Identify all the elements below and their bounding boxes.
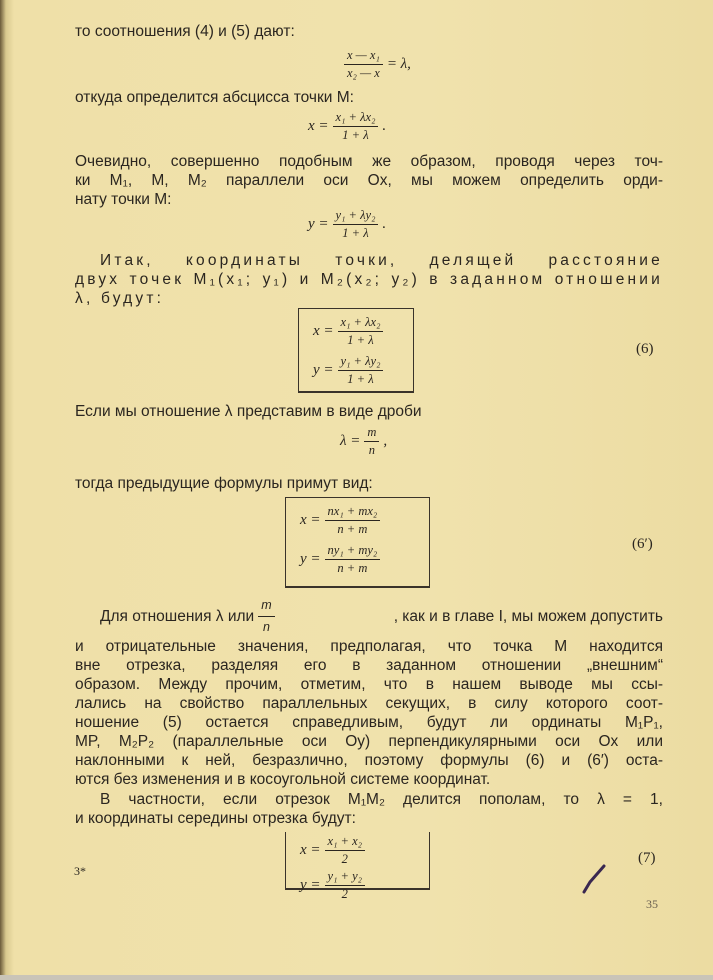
formula-box-6-prime bbox=[285, 497, 430, 588]
text-line: тогда предыдущие формулы примут вид: bbox=[75, 475, 373, 492]
text-line: MP, M₂P₂ (параллельные оси Oy) перпендикулярными оси Ox или bbox=[75, 733, 663, 750]
formula-lhs: x = bbox=[300, 512, 321, 528]
text-line: наклонными к ней, безразлично, поэтому формулы (6) и (6′) оста- bbox=[75, 752, 663, 769]
numerator: m bbox=[258, 596, 274, 617]
formula-box-6 bbox=[298, 308, 414, 393]
numerator: y₁ + λy₂ bbox=[333, 208, 379, 225]
text-line: Если мы отношение λ представим в виде дроби bbox=[75, 403, 422, 420]
formula-end: , bbox=[383, 433, 388, 449]
text-line bbox=[100, 596, 663, 637]
formula-lhs: y = bbox=[308, 216, 329, 232]
numerator: m bbox=[364, 425, 379, 442]
denominator: 1 + λ bbox=[342, 128, 369, 142]
text-line: откуда определится абсцисса точки M: bbox=[75, 89, 354, 106]
text-line: и отрицательные значения, предполагая, что точка M находится bbox=[75, 638, 663, 655]
numerator: ny₁ + my₂ bbox=[325, 543, 381, 560]
denominator: 2 bbox=[341, 887, 348, 901]
text-line: образом. Между прочим, отметим, что в нашем выводе мы ссы- bbox=[75, 676, 663, 693]
text-segment: Для отношения λ или bbox=[100, 608, 255, 625]
numerator: x₁ + λx₂ bbox=[338, 315, 384, 332]
formula-end: . bbox=[382, 118, 387, 134]
formula-rhs: = λ, bbox=[386, 56, 411, 72]
numerator: x₁ + x₂ bbox=[325, 834, 365, 851]
page-number: 35 bbox=[646, 897, 658, 911]
text-line: лались на свойство параллельных секущих, в силу которого соот- bbox=[75, 695, 663, 712]
formula-y bbox=[300, 543, 429, 576]
text-line: ношение (5) остается справедливым, будут ли ординаты M₁P₁, bbox=[75, 714, 663, 731]
denominator: n bbox=[262, 620, 270, 634]
formula-lhs: x = bbox=[308, 118, 329, 134]
formula-lhs: y = bbox=[300, 551, 321, 567]
text-line: Итак, координаты точки, делящей расстояние bbox=[100, 252, 663, 269]
ink-tick-mark bbox=[580, 862, 608, 896]
formula-lhs: x = bbox=[313, 323, 334, 339]
numerator: nx₁ + mx₂ bbox=[325, 504, 381, 521]
denominator: n + m bbox=[337, 522, 368, 536]
formula-lhs: λ = bbox=[340, 433, 361, 449]
formula-box-7 bbox=[285, 832, 430, 901]
formula-end: . bbox=[382, 216, 387, 232]
text-line: ются без изменения и в косоугольной системе координат. bbox=[75, 771, 491, 788]
formula-y bbox=[313, 354, 413, 387]
formula-x bbox=[300, 834, 429, 867]
formula-y bbox=[300, 869, 429, 902]
formula-x bbox=[308, 110, 386, 143]
text-line: вне отрезка, разделяя его в заданном отношении „внешним“ bbox=[75, 657, 663, 674]
equation-number: (7) bbox=[638, 850, 656, 866]
text-line: нату точки M: bbox=[75, 191, 172, 208]
text-line: λ, будут: bbox=[75, 290, 165, 307]
formula-lhs: y = bbox=[313, 362, 334, 378]
text-line: то соотношения (4) и (5) дают: bbox=[75, 23, 295, 40]
text-line: В частности, если отрезок M₁M₂ делится пополам, то λ = 1, bbox=[100, 791, 663, 808]
text-line: ки M₁, M, M₂ параллели оси Ox, мы можем определить орди- bbox=[75, 172, 663, 189]
formula-x bbox=[300, 504, 429, 537]
numerator: x₁ + λx₂ bbox=[333, 110, 379, 127]
numerator: y₁ + λy₂ bbox=[338, 354, 384, 371]
formula-x bbox=[313, 315, 413, 348]
denominator: 2 bbox=[341, 852, 348, 866]
text-line: и координаты середины отрезка будут: bbox=[75, 810, 356, 827]
text-line: Очевидно, совершенно подобным же образом, проводя через точ- bbox=[75, 153, 663, 170]
formula-lambda bbox=[340, 425, 387, 458]
text-line: двух точек M₁(x₁; y₁) и M₂(x₂; y₂) в заданном отношении bbox=[75, 271, 663, 288]
denominator: n bbox=[368, 443, 376, 457]
formula-ratio bbox=[340, 48, 411, 81]
equation-number: (6) bbox=[636, 341, 654, 357]
denominator: n + m bbox=[337, 561, 368, 575]
denominator: 1 + λ bbox=[347, 333, 374, 347]
denominator: 1 + λ bbox=[347, 372, 374, 386]
signature-mark: 3* bbox=[74, 864, 86, 878]
formula-y bbox=[308, 208, 386, 241]
text-segment: , как и в главе I, мы можем допустить bbox=[393, 608, 663, 625]
denominator: 1 + λ bbox=[342, 226, 369, 240]
equation-number: (6′) bbox=[632, 536, 653, 552]
numerator: y₁ + y₂ bbox=[325, 869, 365, 886]
denominator: x₂ — x bbox=[347, 66, 380, 80]
formula-lhs: y = bbox=[300, 877, 321, 893]
numerator: x — x₁ bbox=[344, 48, 383, 65]
formula-lhs: x = bbox=[300, 842, 321, 858]
